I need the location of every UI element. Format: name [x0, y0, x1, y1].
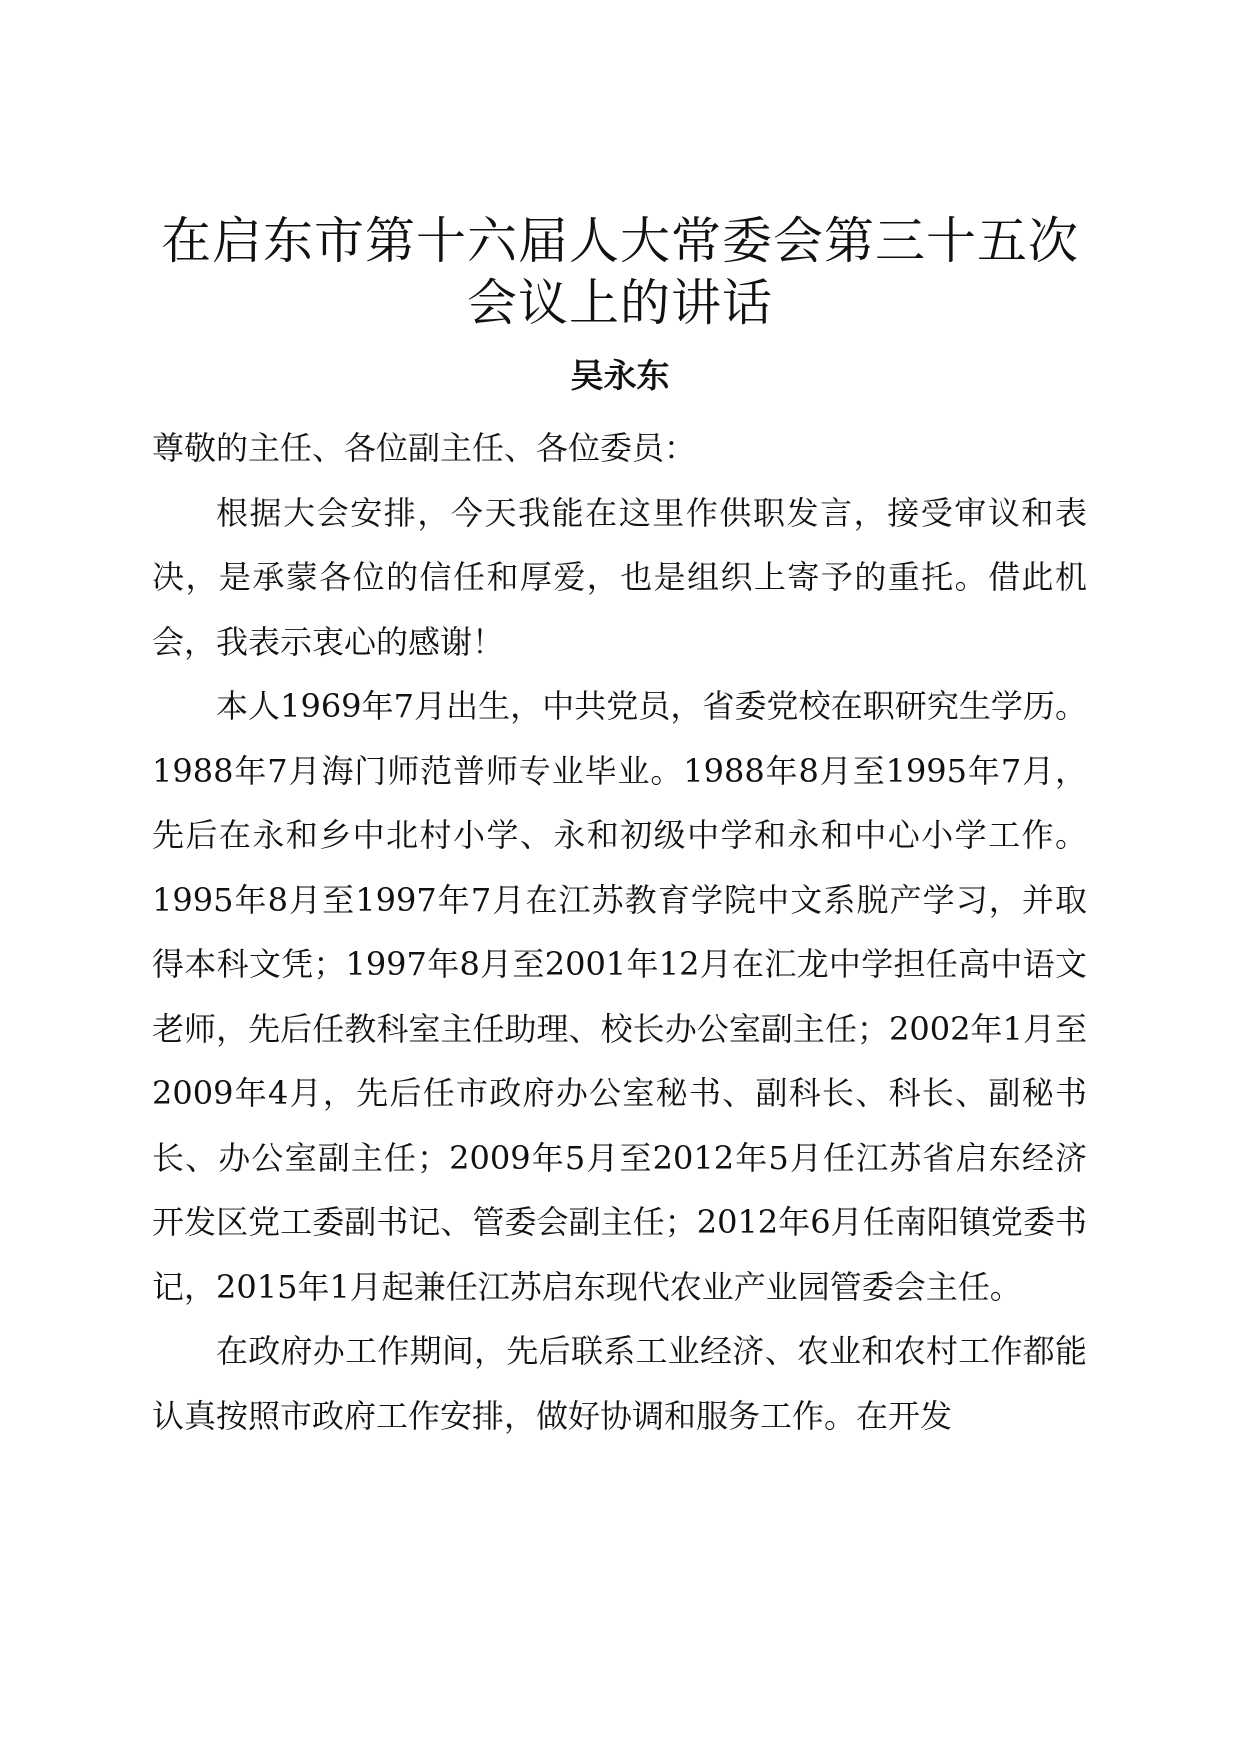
- paragraph-government-work: 在政府办工作期间，先后联系工业经济、农业和农村工作都能认真按照市政府工作安排，做好协调和服务工作。在开发: [152, 1332, 1087, 1435]
- paragraph-biography: 本人1969年7月出生，中共党员，省委党校在职研究生学历。1988年7月海门师范普师专业毕业。1988年8月至1995年7月，先后在永和乡中北村小学、永和初级中学和永和中心小学工作。1995年8月至1997年7月在江苏教育学院中文系脱产学习，并取得本科文凭；1997年8月至2001年12月在汇龙中学担任高中语文老师，先后任教科室主任助理、校长办公室副主任；2002年1月至2009年4月，先后任市政府办公室秘书、副科长、科长、副秘书长、办公室副主任；2009年5月至2012年5月任江苏省启东经济开发区党工委副书记、管委会副主任；2012年6月任南阳镇党委书记，2015年1月起兼任江苏启东现代农业产业园管委会主任。: [152, 687, 1087, 1306]
- document-title: 在启东市第十六届人大常委会第三十五次会议上的讲话: [161, 212, 1079, 332]
- document-body: [152, 416, 1087, 1448]
- salutation: 尊敬的主任、各位副主任、各位委员：: [152, 429, 697, 467]
- paragraph-thanks: 根据大会安排，今天我能在这里作供职发言，接受审议和表决，是承蒙各位的信任和厚爱，也是组织上寄予的重托。借此机会，我表示衷心的感谢！: [152, 493, 1087, 661]
- author-name: 吴永东: [570, 356, 670, 395]
